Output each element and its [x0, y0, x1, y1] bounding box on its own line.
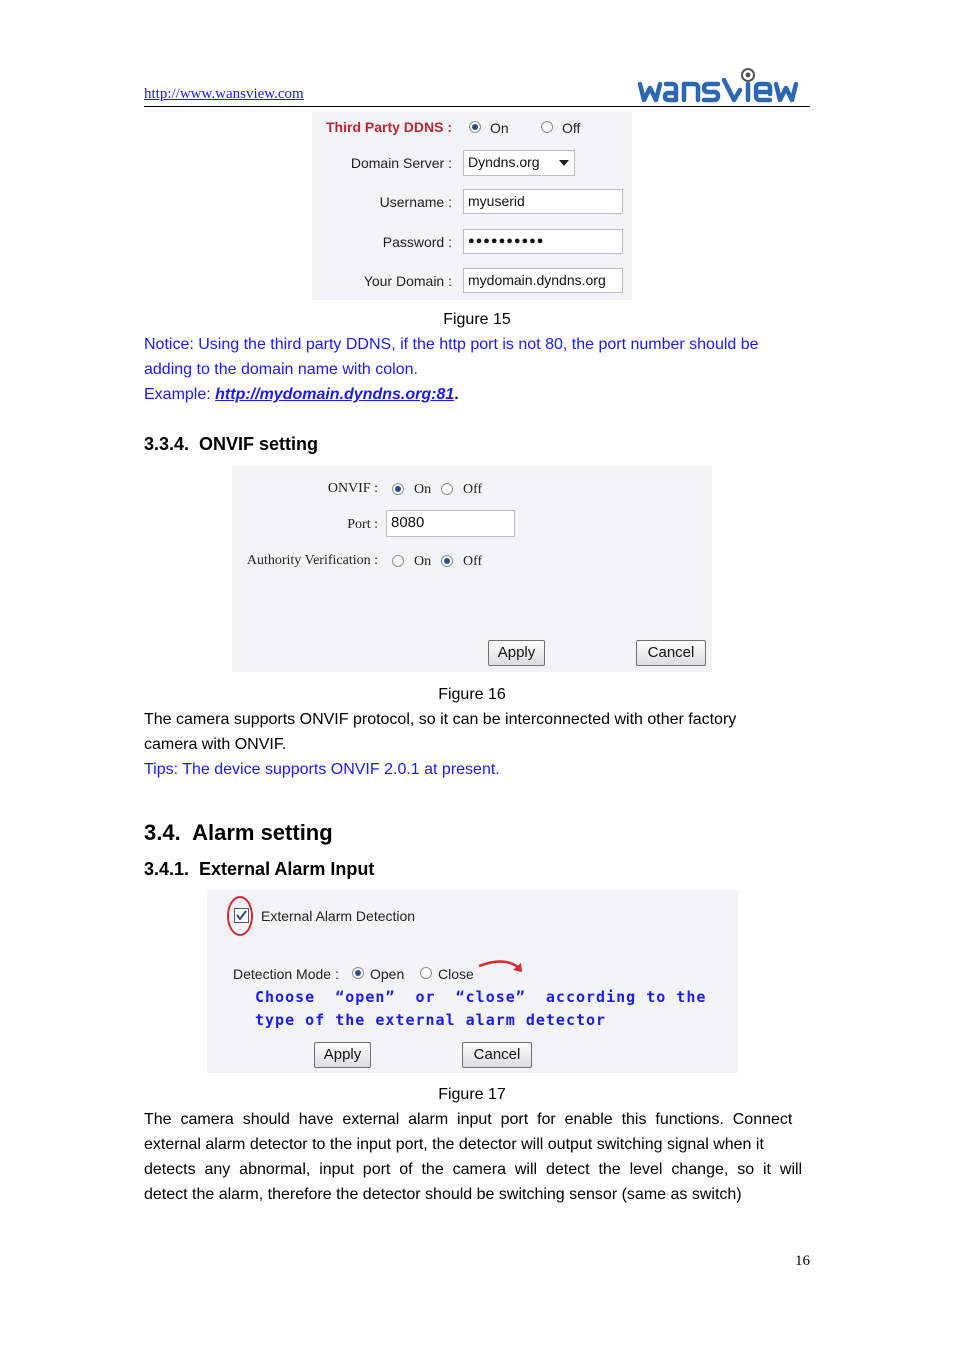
external-alarm-panel: [207, 890, 738, 1073]
username-input[interactable]: myuserid: [463, 189, 623, 214]
domain-server-select[interactable]: [463, 150, 575, 176]
port-input[interactable]: 8080: [386, 510, 515, 537]
external-alarm-checkbox[interactable]: [234, 908, 249, 923]
open-radio[interactable]: [352, 967, 364, 979]
page-number: 16: [795, 1253, 810, 1269]
notice-example: [144, 382, 459, 407]
ddns-off-label: Off: [562, 120, 581, 136]
notice-line-1: Notice: Using the third party DDNS, if the http port is not 80, the port number should be: [144, 336, 759, 353]
auth-on-label: On: [414, 554, 432, 569]
your-domain-input[interactable]: mydomain.dyndns.org: [463, 268, 623, 293]
external-alarm-detection-label: External Alarm Detection: [261, 908, 416, 924]
onvif-off-label: Off: [463, 482, 483, 497]
onvif-on-radio[interactable]: [392, 483, 404, 495]
figure-15-caption: Figure 15: [443, 311, 511, 328]
ddns-off-radio[interactable]: [541, 121, 553, 133]
open-label: Open: [370, 966, 405, 982]
annotation-line-2: type of the external alarm detector: [255, 1011, 607, 1029]
onvif-text-line-2: camera with ONVIF.: [144, 736, 287, 753]
onvif-apply-button[interactable]: Apply: [488, 640, 545, 666]
body-text-line-4: detect the alarm, therefore the detector should be switching sensor (same as switch): [144, 1186, 742, 1203]
username-label: Username :: [379, 194, 452, 210]
onvif-text-line-1: The camera supports ONVIF protocol, so it can be interconnected with other factory: [144, 711, 737, 728]
auth-off-radio[interactable]: [441, 555, 453, 567]
onvif-tips: Tips: The device supports ONVIF 2.0.1 at present.: [144, 761, 500, 778]
auth-off-label: Off: [463, 554, 483, 569]
chevron-down-icon: [559, 160, 569, 166]
your-domain-label: Your Domain :: [363, 273, 452, 289]
external-alarm-heading: 3.4.1. External Alarm Input: [144, 859, 375, 879]
red-arrow-icon: [475, 958, 531, 988]
ddns-on-radio[interactable]: [469, 121, 481, 133]
domain-server-label: Domain Server :: [350, 155, 452, 171]
password-label: Password :: [382, 234, 452, 250]
body-text-line-1: The camera should have external alarm input port for enable this functions. Connect: [144, 1111, 793, 1128]
close-radio[interactable]: [420, 967, 432, 979]
figure-16-caption: Figure 16: [438, 686, 506, 703]
wansview-logo: [636, 66, 810, 106]
notice-line-2: adding to the domain name with colon.: [144, 361, 418, 378]
ddns-on-label: On: [490, 120, 509, 136]
alarm-cancel-button[interactable]: Cancel: [462, 1042, 532, 1068]
example-link[interactable]: http://mydomain.dyndns.org:81: [215, 386, 455, 403]
ddns-settings-panel: [312, 112, 632, 300]
example-suffix: .: [454, 386, 459, 403]
port-label: Port :: [347, 517, 378, 532]
authority-verification-label: Authority Verification :: [246, 553, 378, 568]
annotation-line-1: Choose “open” or “close” according to the: [255, 988, 707, 1006]
onvif-cancel-button[interactable]: Cancel: [636, 640, 706, 666]
body-text-line-2: external alarm detector to the input port, the detector will output switching signal when it: [144, 1136, 764, 1153]
auth-on-radio[interactable]: [392, 555, 404, 567]
figure-17-caption: Figure 17: [438, 1086, 506, 1103]
alarm-setting-heading: 3.4. Alarm setting: [144, 820, 333, 845]
close-label: Close: [438, 966, 474, 982]
domain-server-value: Dyndns.org: [468, 154, 540, 170]
checkmark-icon: [235, 909, 248, 922]
third-party-ddns-label: Third Party DDNS :: [326, 119, 453, 135]
onvif-settings-panel: [232, 466, 712, 672]
alarm-apply-button[interactable]: Apply: [314, 1042, 371, 1068]
header-url-link[interactable]: http://www.wansview.com: [144, 86, 304, 102]
onvif-off-radio[interactable]: [441, 483, 453, 495]
body-text-line-3: detects any abnormal, input port of the camera will detect the level change, so it will: [144, 1161, 803, 1178]
password-input[interactable]: ●●●●●●●●●●: [463, 229, 623, 254]
onvif-on-label: On: [414, 482, 432, 497]
onvif-heading: 3.3.4. ONVIF setting: [144, 434, 319, 454]
header-rule: [144, 106, 810, 107]
example-prefix: Example:: [144, 386, 216, 403]
detection-mode-label: Detection Mode :: [233, 966, 339, 982]
onvif-label: ONVIF :: [327, 481, 378, 496]
